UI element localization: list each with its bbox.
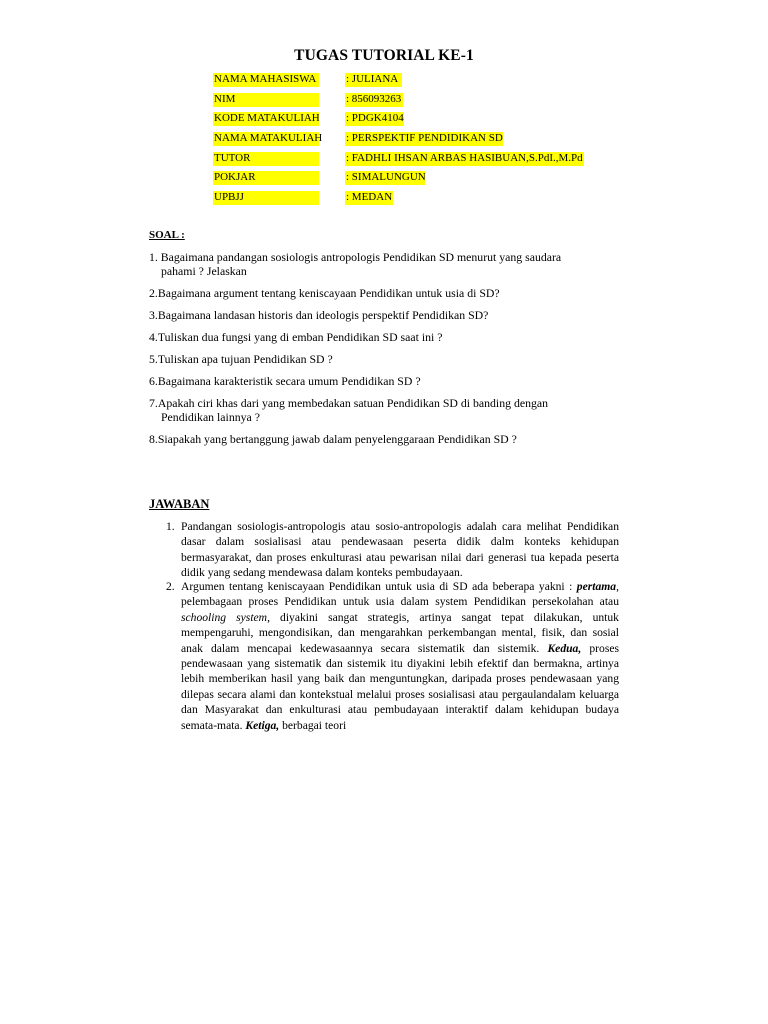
- question-line: 7.Apakah ciri khas dari yang membedakan satuan Pendidikan SD di banding dengan: [149, 396, 549, 410]
- info-label: NAMA MATAKULIAH: [214, 132, 323, 145]
- info-label: KODE MATAKULIAH: [214, 112, 320, 125]
- question-1: [149, 250, 619, 278]
- info-label: TUTOR: [214, 151, 251, 164]
- jawaban-heading: JAWABAN: [149, 497, 210, 511]
- question-2: 2.Bagaimana argument tentang keniscayaan Pendidikan untuk usia di SD?: [149, 286, 500, 300]
- question-line-continued: Pendidikan lainnya ?: [161, 410, 260, 424]
- emphasis-kedua: Kedua,: [547, 641, 582, 655]
- answer-1-text: Pandangan sosiologis-antropologis atau sosio-antropologis adalah cara melihat Pendidikan dasar dalam sosialisasi atau pendewasaan peserta didik dalm konteks kehidupan bermasyarakat, dan proses enkulturasi atau pewarisan nilai dari generasi tua kepada peserta didik yang sedang mendewasa dalam konteks pembudayaan.: [181, 520, 619, 580]
- question-line: 1. Bagaimana pandangan sosiologis antropologis Pendidikan SD menurut yang saudara: [149, 250, 562, 264]
- info-value: : JULIANA: [346, 73, 399, 85]
- info-value: : MEDAN: [346, 191, 393, 204]
- question-5: 5.Tuliskan apa tujuan Pendidikan SD ?: [149, 352, 333, 366]
- question-8: 8.Siapakah yang bertanggung jawab dalam penyelenggaraan Pendidikan SD ?: [149, 432, 517, 446]
- info-value: : PERSPEKTIF PENDIDIKAN SD: [346, 132, 503, 145]
- emphasis-pertama: pertama: [576, 580, 617, 593]
- info-value: : 856093263: [346, 92, 402, 105]
- answer-2-text: [181, 579, 619, 733]
- soal-heading: SOAL :: [149, 229, 185, 241]
- emphasis-ketiga: Ketiga,: [245, 718, 280, 732]
- info-value: : SIMALUNGUN: [346, 171, 426, 184]
- italic-schooling-system: schooling system: [181, 610, 268, 624]
- answer-text-part: proses pendewasaan yang sistematik dan sistemik itu diyakini lebih efektif dan bermakna, artinya lebih memberikan hasil yang baik dan menguntungkan, daripada proses pendewasaan yang dilepas secara alami dan kontekstual melalui proses sosialisasi atau pergaulandalam keluarga dan Masyarakat dan enkulturasi atau pembudayaan interaktif dalam kehidupan budaya semata-mata.: [181, 641, 619, 732]
- info-label: NIM: [214, 92, 236, 105]
- answer-text-part: , diyakini sangat strategis, artinya sangat tepat dilakukan, untuk mempengaruhi, mengondisikan, dan mengarahkan perkembangan mental, fisik, dan sosial anak dalam mencapai kedewasaannya secara sistematik dan sistemik.: [181, 610, 619, 655]
- answer-text-part: , pelembagaan proses Pendidikan untuk usia dalam system Pendidikan persekolahan atau: [181, 580, 619, 609]
- question-7: [149, 396, 619, 424]
- document-title: TUGAS TUTORIAL KE-1: [294, 47, 474, 64]
- answer-text-part: berbagai teori: [279, 718, 347, 732]
- info-label: POKJAR: [214, 171, 256, 184]
- answer-text-part: Argumen tentang keniscayaan Pendidikan untuk usia di SD ada beberapa yakni :: [181, 580, 577, 593]
- info-value: : PDGK4104: [346, 112, 404, 125]
- question-line-continued: pahami ? Jelaskan: [161, 264, 247, 278]
- question-4: 4.Tuliskan dua fungsi yang di emban Pendidikan SD saat ini ?: [149, 330, 443, 344]
- answer-1-number: 1.: [166, 520, 175, 533]
- info-label: UPBJJ: [214, 191, 244, 204]
- question-3: 3.Bagaimana landasan historis dan ideologis perspektif Pendidikan SD?: [149, 308, 489, 322]
- answer-2-number: 2.: [166, 580, 175, 593]
- info-label: NAMA MAHASISWA: [214, 73, 317, 85]
- question-6: 6.Bagaimana karakteristik secara umum Pendidikan SD ?: [149, 374, 421, 388]
- info-value: : FADHLI IHSAN ARBAS HASIBUAN,S.PdI.,M.Pd: [346, 151, 583, 164]
